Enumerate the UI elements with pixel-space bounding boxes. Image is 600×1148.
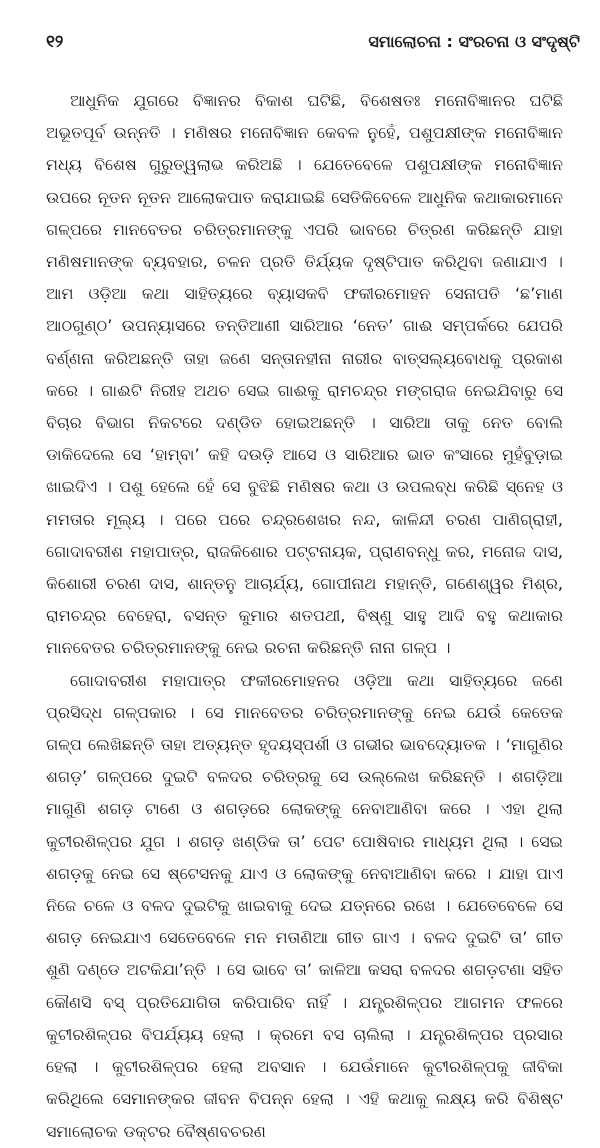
paragraph-2: ଗୋଦାବରୀଶ ମହାପାତ୍ର ଫକୀରମୋହନର ଓଡ଼ିଆ କଥା ସାହିତ୍ୟରେ ଜଣେ ପ୍ରସିଦ୍ଧ ଗଳ୍ପକାର । ସେ ମାନବେତର ଚରିତ୍ରମାନଙ୍କୁ ନେଇ ଯେଉଁ କେତେକ ଗଳ୍ପ ଲେଖିଛନ୍ତି ତାହା ଅତ୍ୟନ୍ତ ହୃଦୟସ୍ପର୍ଶୀ ଓ ଗଭୀର ଭାବଦ୍ୟୋତକ । ‘ମାଗୁଣିର ଶଗଡ଼’ ଗଳ୍ପରେ ଦୁଇଟି ବଳଦର ଚରିତ୍ରକୁ ସେ ଉଲ୍ଲେଖ କରିଛନ୍ତି । ଶଗଡ଼ିଆ ମାଗୁଣି ଶଗଡ଼ ଟାଣେ ଓ ଶଗଡ଼ରେ ଲୋକଙ୍କୁ ନେବାଆଣିବା କରେ । ଏହା ଥିଲା କୁଟୀରଶିଳ୍ପର ଯୁଗ । ଶଗଡ଼ ଖଣ୍ଡିକ ତା’ ପେଟ ପୋଷିବାର ମାଧ୍ୟମ ଥିଲା । ସେଇ ଶଗଡ଼କୁ ନେଇ ସେ ଷ୍ଟେସନକୁ ଯାଏ ଓ ଲୋକଙ୍କୁ ନେବାଆଣିବା କରେ । ଯାହା ପାଏ ନିଜେ ଚଳେ ଓ ବଳଦ ଦୁଇଟିକୁ ଖାଇବାକୁ ଦେଇ ଯତ୍ନରେ ରଖେ । ଯେତେବେଳେ ସେ ଶଗଡ଼ ନେଇଯାଏ ସେତେବେଳେ ମନ ମତାଣିଆ ଗୀତ ଗାଏ । ବଳଦ ଦୁଇଟି ତା’ ଗୀତ ଶୁଣି ଦଣ୍ଡେ ଅଟକିଯା’ନ୍ତି । ସେ ଭାବେ ତା’ କାଳିଆ କସରା ବଳଦର ଶଗଡ଼ଟଣା ସହିତ କୌଣସି ବସ୍ ପ୍ରତିଯୋଗିତା କରିପାରିବ ନାହିଁ । ଯନ୍ତ୍ରଶିଳ୍ପର ଆଗମନ ଫଳରେ କୁଟୀରଶିଳ୍ପର ବିପର୍ଯ୍ୟୟ ହେଲା । କ୍ରମେ ବସ ଚାଲିଲା । ଯନ୍ତ୍ରଶିଳ୍ପର ପ୍ରସାର ହେଲା । କୁଟୀରଶିଳ୍ପର ହେଲା ଅବସାନ । ଯେଉଁମାନେ କୁଟୀରଶିଳ୍ପକୁ ଜୀବିକା କରିଥିଲେ ସେମାନଙ୍କର ଜୀବନ ବିପନ୍ନ ହେଲା । ଏହି କଥାକୁ ଲକ୍ଷ୍ୟ କରି ବିଶିଷ୍ଟ ସମାଲୋଚକ ଡକ୍ଟର ବୈଷ୍ଣବଚରଣ [46,670,563,1141]
page-header [46,32,580,60]
body-text [46,85,563,1148]
paragraph-1: ଆଧୁନିକ ଯୁଗରେ ବିଜ୍ଞାନର ବିକାଶ ଘଟିଛି, ବିଶେଷତଃ ମନୋବିଜ୍ଞାନର ଘଟିଛି ଅଭୂତପୂର୍ବ ଉନ୍ନତି । ମଣିଷର ମନୋବିଜ୍ଞାନ କେବଳ ନୁହେଁ, ପଶୁପକ୍ଷୀଙ୍କ ମନୋବିଜ୍ଞାନ ମଧ୍ୟ ବିଶେଷ ଗୁରୁତ୍ୱଲାଭ କରିଅଛି । ଯେତେବେଳେ ପଶୁପକ୍ଷୀଙ୍କ ମନୋବିଜ୍ଞାନ ଉପରେ ନୂତନ ନୂତନ ଆଲୋକପାତ କରାଯାଇଛି ସେତିକିବେଳେ ଆଧୁନିକ କଥାକାରମାନେ ଗଳ୍ପରେ ମାନବେତର ଚରିତ୍ରମାନଙ୍କୁ ଏପରି ଭାବରେ ଚିତ୍ରଣ କରିଛନ୍ତି ଯାହା ମଣିଷମାନଙ୍କ ବ୍ୟବହାର, ଚଳନ ପ୍ରତି ତିର୍ଯ୍ୟକ ଦୃଷ୍ଟିପାତ କରିଥିବା ଜଣାଯାଏ । ଆମ ଓଡ଼ିଆ କଥା ସାହିତ୍ୟରେ ବ୍ୟାସକବି ଫକୀରମୋହନ ସେନାପତି ‘ଛ’ମାଣ ଆଠଗୁଣ୍ଠ’ ଉପନ୍ୟାସରେ ତନ୍ତିଆଣୀ ସାରିଆର ‘ନେତ’ ଗାଈ ସମ୍ପର୍କରେ ଯେପରି ବର୍ଣ୍ଣନା କରିଅଛନ୍ତି ତାହା ଜଣେ ସନ୍ତାନହୀନା ନାରୀର ବାତ୍ସଲ୍ୟବୋଧକୁ ପ୍ରକାଶ କରେ । ଗାଈଟି ନିରୀହ ଅଥଚ ସେଇ ଗାଈକୁ ରାମଚନ୍ଦ୍ର ମଙ୍ଗରାଜ ନେଇଯିବାରୁ ସେ ବିଚାର ବିଭାଗ ନିକଟରେ ଦଣ୍ଡିତ ହୋଇଅଛନ୍ତି । ସାରିଆ ତାକୁ ନେତ ବୋଲି ଡାକିଦେଲେ ସେ ‘ହାମ୍ବା’ କହି ଦଉଡ଼ି ଆସେ ଓ ସାରିଆର ଭାତ କଂସାରେ ମୁହଁବୁଡ଼ାଇ ଖାଇଦିଏ । ପଶୁ ହେଲେ ହେଁ ସେ ବୁଝିଛି ମଣିଷର କଥା ଓ ଉପଲବ୍ଧ କରିଛି ସ୍ନେହ ଓ ମମତାର ମୂଲ୍ୟ । ପରେ ପରେ ଚନ୍ଦ୍ରଶେଖର ନନ୍ଦ, କାଳିନ୍ଦୀ ଚରଣ ପାଣିଗ୍ରାହୀ, ଗୋଦାବରୀଶ ମହାପାତ୍ର, ରାଜକିଶୋର ପଟ୍ଟନାୟକ, ପ୍ରାଣବନ୍ଧୁ କର, ମନୋଜ ଦାସ, କିଶୋରୀ ଚରଣ ଦାସ, ଶାନ୍ତନୁ ଆଚାର୍ଯ୍ୟ, ଗୋପୀନାଥ ମହାନ୍ତି, ଗଣେଶ୍ୱର ମିଶ୍ର, ରାମଚନ୍ଦ୍ର ବେହେରା, ବସନ୍ତ କୁମାର ଶତପଥୀ, ବିଷ୍ଣୁ ସାହୁ ଆଦି ବହୁ କଥାକାର ମାନବେତର ଚରିତ୍ରମାନଙ୍କୁ ନେଇ ରଚନା କରିଛନ୍ତି ନାନା ଗଳ୍ପ । [46,91,563,658]
running-title: ସମାଲୋଚନା : ସଂରଚନା ଓ ସଂଦୃଷ୍ଟି [368,32,580,51]
page-number: ୧୨ [46,32,64,52]
